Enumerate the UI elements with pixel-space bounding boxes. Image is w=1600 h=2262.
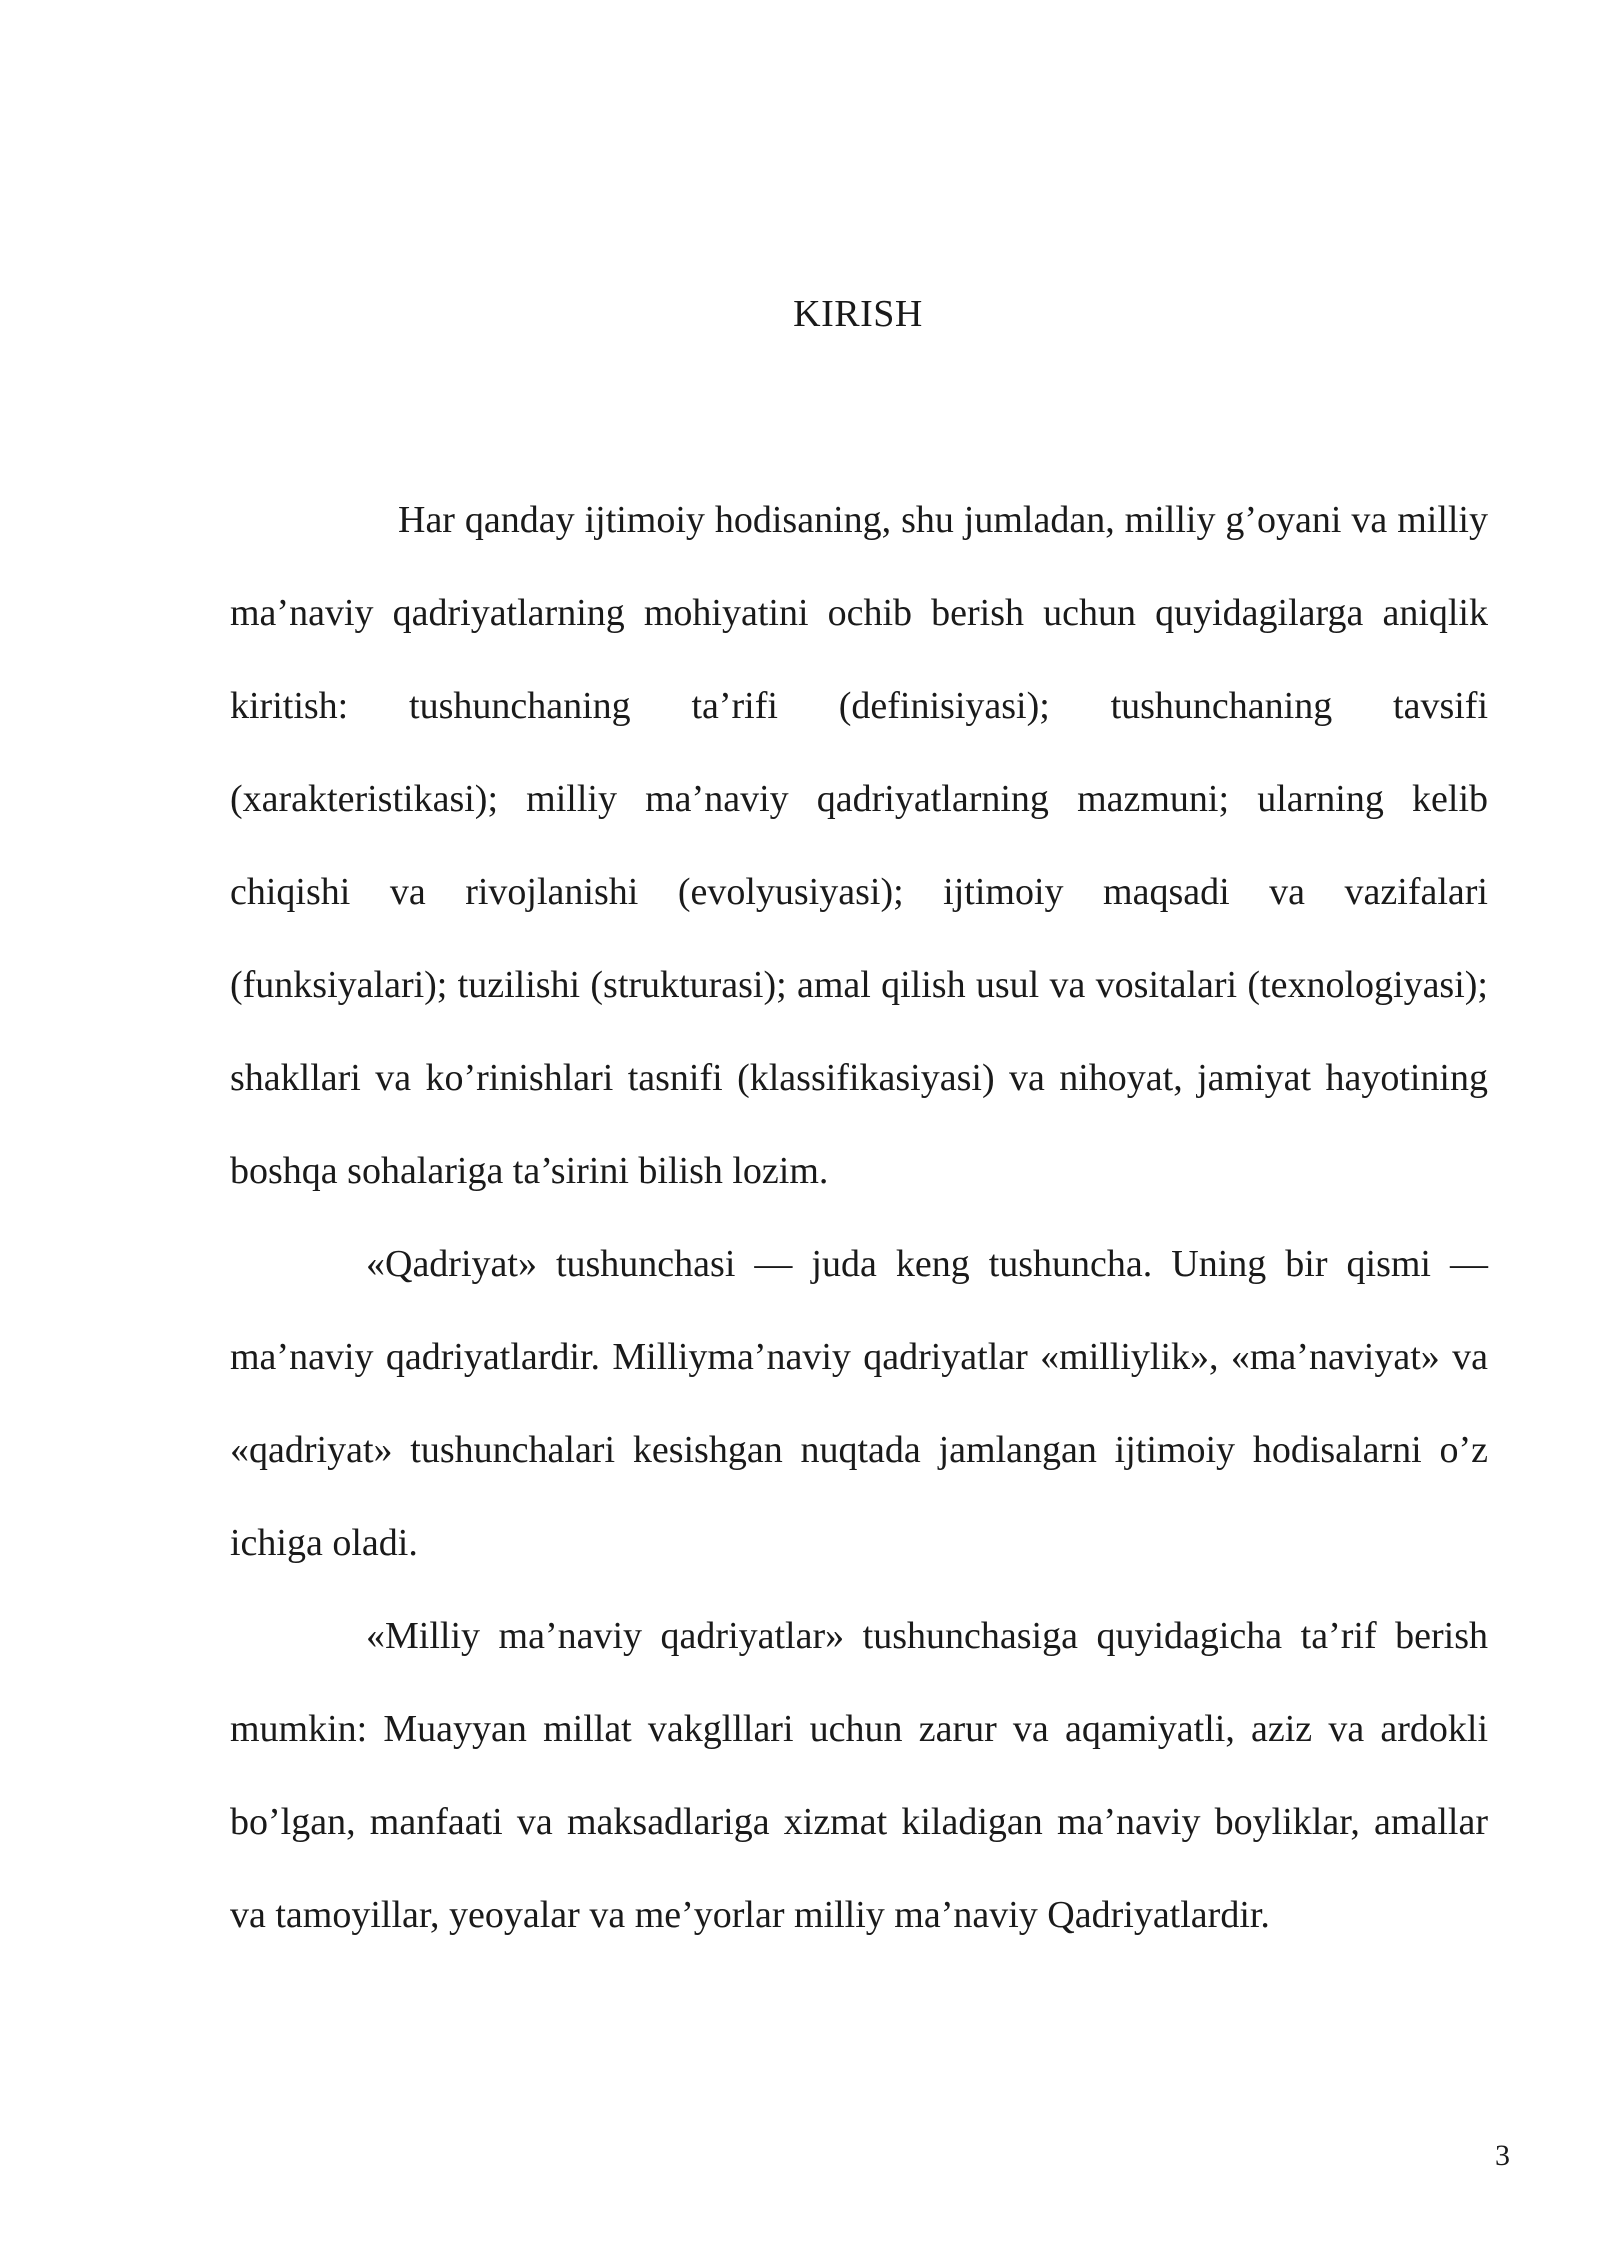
paragraph-3: «Milliy ma’naviy qadriyatlar» tushunchasiga quyidagicha ta’rif berish mumkin: Muayyan millat vakglllari uchun zarur va aqamiyatli, aziz va ardokli bo’lgan, manfaati va maksadlariga xizmat kiladigan ma’naviy boyliklar, amallar va tamoyillar, yeoyalar va me’yorlar milliy ma’naviy Qadriyatlardir. [230, 1615, 1488, 1936]
page-number: 3 [1495, 2139, 1510, 2172]
paragraph-1: Har qanday ijtimoiy hodisaning, shu jumladan, milliy g’oyani va milliy ma’naviy qadriyatlarning mohiyatini ochib berish uchun quyidagilarga aniqlik kiritish: tushunchaning ta’rifi (definisiyasi); tushunchaning tavsifi (xarakteristikasi); milliy ma’naviy qadriyatlarning mazmuni; ularning kelib chiqishi va rivojlanishi (evolyusiyasi); ijtimoiy maqsadi va vazifalari (funksiyalari); tuzilishi (strukturasi); amal qilish usul va vositalari (texnologiyasi); shakllari va ko’rinishlari tasnifi (klassifikasiyasi) va nihoyat, jamiyat hayotining boshqa sohalariga ta’sirini bilish lozim. [230, 499, 1488, 1192]
paragraph-2: «Qadriyat» tushunchasi — juda keng tushuncha. Uning bir qismi — ma’naviy qadriyatlardir. Milliyma’naviy qadriyatlar «milliylik», «ma’naviyat» va «qadriyat» tushunchalari kesishgan nuqtada jamlangan ijtimoiy hodisalarni o’z ichiga oladi. [230, 1243, 1488, 1564]
page-title: KIRISH [793, 293, 923, 335]
body-text [230, 474, 1488, 1962]
